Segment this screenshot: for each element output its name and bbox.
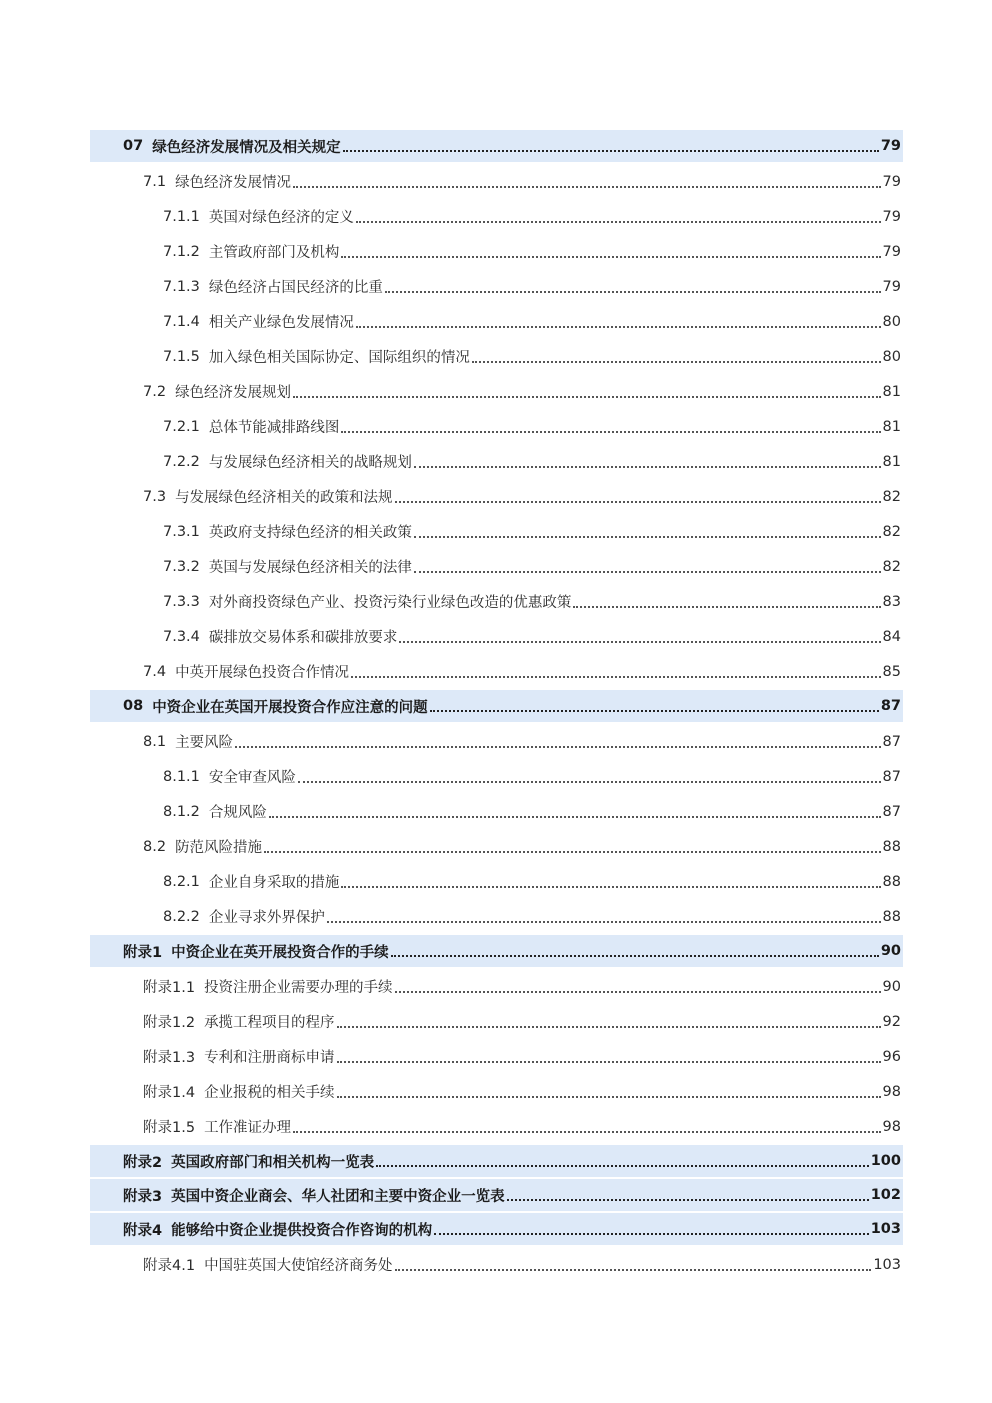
toc-dot-leader <box>395 501 881 503</box>
toc-entry-number: 附录4 <box>123 1222 163 1239</box>
toc-entry-title: 与发展绿色经济相关的政策和法规 <box>175 490 393 506</box>
toc-page-number: 98 <box>882 1118 901 1135</box>
toc-dot-leader <box>341 886 880 888</box>
toc-page-number: 100 <box>870 1153 901 1169</box>
toc-entry-row[interactable] <box>90 619 903 654</box>
toc-entry-row[interactable] <box>90 1004 903 1039</box>
toc-entry-number: 7.3.4 <box>163 628 200 645</box>
toc-entry-number: 7.1 <box>143 173 167 190</box>
toc-entry-title: 英国政府部门和相关机构一览表 <box>171 1154 375 1171</box>
toc-page-number: 82 <box>882 523 901 540</box>
toc-dot-leader <box>356 221 881 223</box>
toc-dot-leader <box>472 361 881 363</box>
toc-entry-number: 7.2 <box>143 383 167 400</box>
toc-entry-title: 承揽工程项目的程序 <box>204 1015 335 1031</box>
toc-entry-row[interactable] <box>90 654 903 689</box>
toc-entry-number: 7.2.2 <box>163 453 200 470</box>
toc-page-number: 103 <box>870 1221 901 1237</box>
toc-entry-number: 8.2.2 <box>163 908 200 925</box>
toc-entry-title: 总体节能减排路线图 <box>208 420 340 436</box>
toc-dot-leader <box>385 291 881 293</box>
toc-dot-leader <box>264 851 880 853</box>
toc-page-number: 90 <box>880 943 901 959</box>
toc-entry-title: 绿色经济发展规划 <box>175 385 292 401</box>
toc-chapter-row[interactable] <box>90 690 903 722</box>
toc-page-number: 92 <box>882 1013 901 1030</box>
toc-dot-leader <box>337 1096 881 1098</box>
toc-dot-leader <box>434 1233 869 1235</box>
toc-entry-title: 英国对绿色经济的定义 <box>208 210 354 226</box>
toc-entry-title: 主管政府部门及机构 <box>208 245 340 261</box>
toc-entry-number: 7.1.3 <box>163 278 200 295</box>
toc-entry-row[interactable] <box>90 584 903 619</box>
toc-entry-row[interactable] <box>90 759 903 794</box>
toc-page-number: 79 <box>882 208 901 225</box>
toc-entry-title: 专利和注册商标申请 <box>204 1050 335 1066</box>
toc-entry-number: 7.1.1 <box>163 208 200 225</box>
toc-page-number: 80 <box>882 348 901 365</box>
toc-chapter-row[interactable] <box>90 1145 903 1177</box>
toc-dot-leader <box>414 571 881 573</box>
toc-dot-leader <box>293 1131 880 1133</box>
toc-page-number: 81 <box>882 418 901 435</box>
toc-entry-title: 中英开展绿色投资合作情况 <box>175 665 350 681</box>
toc-entry-number: 附录1 <box>123 944 163 961</box>
toc-dot-leader <box>337 1061 881 1063</box>
toc-entry-row[interactable] <box>90 444 903 479</box>
toc-chapter-row[interactable] <box>90 1179 903 1211</box>
toc-entry-title: 企业寻求外界保护 <box>208 910 325 926</box>
toc-entry-number: 8.2.1 <box>163 873 200 890</box>
toc-page-number: 79 <box>880 138 901 154</box>
toc-dot-leader <box>399 641 880 643</box>
toc-entry-row[interactable] <box>90 1039 903 1074</box>
toc-dot-leader <box>351 676 880 678</box>
toc-page-number: 87 <box>882 733 901 750</box>
toc-entry-row[interactable] <box>90 234 903 269</box>
toc-dot-leader <box>341 256 880 258</box>
toc-entry-number: 附录1.4 <box>143 1085 196 1101</box>
toc-entry-row[interactable] <box>90 514 903 549</box>
toc-page-number: 79 <box>882 278 901 295</box>
toc-entry-number: 8.2 <box>143 838 167 855</box>
toc-entry-number: 8.1.1 <box>163 768 200 785</box>
toc-entry-row[interactable] <box>90 829 903 864</box>
toc-entry-title: 与发展绿色经济相关的战略规划 <box>208 455 412 471</box>
toc-entry-row[interactable] <box>90 969 903 1004</box>
toc-entry-title: 投资注册企业需要办理的手续 <box>204 980 393 996</box>
toc-page-number: 79 <box>882 243 901 260</box>
toc-page-number: 88 <box>882 873 901 890</box>
toc-entry-number: 7.1.2 <box>163 243 200 260</box>
toc-entry-number: 08 <box>123 698 144 714</box>
toc-entry-title: 相关产业绿色发展情况 <box>208 315 354 331</box>
toc-dot-leader <box>343 150 879 152</box>
toc-page-number: 88 <box>882 908 901 925</box>
toc-entry-title: 合规风险 <box>208 805 267 821</box>
table-of-contents <box>90 129 903 1282</box>
toc-page-number: 87 <box>880 698 901 714</box>
toc-entry-title: 主要风险 <box>175 735 234 751</box>
toc-entry-title: 英国与发展绿色经济相关的法律 <box>208 560 412 576</box>
toc-entry-number: 附录1.3 <box>143 1050 196 1066</box>
toc-entry-row[interactable] <box>90 899 903 934</box>
toc-entry-row[interactable] <box>90 864 903 899</box>
toc-entry-row[interactable] <box>90 269 903 304</box>
toc-entry-row[interactable] <box>90 409 903 444</box>
toc-page-number: 82 <box>882 488 901 505</box>
toc-page-number: 90 <box>882 978 901 995</box>
toc-entry-title: 绿色经济发展情况 <box>175 175 292 191</box>
toc-entry-title: 安全审查风险 <box>208 770 296 786</box>
toc-entry-title: 绿色经济占国民经济的比重 <box>208 280 383 296</box>
toc-entry-number: 7.1.5 <box>163 348 200 365</box>
toc-dot-leader <box>573 606 880 608</box>
toc-entry-title: 碳排放交易体系和碳排放要求 <box>208 630 398 646</box>
toc-page-number: 96 <box>882 1048 901 1065</box>
toc-entry-title: 英政府支持绿色经济的相关政策 <box>208 525 412 541</box>
toc-entry-row[interactable] <box>90 1109 903 1144</box>
toc-dot-leader <box>391 955 879 957</box>
toc-entry-title: 中资企业在英国开展投资合作应注意的问题 <box>152 699 428 716</box>
toc-entry-number: 7.4 <box>143 663 167 680</box>
toc-entry-title: 英国中资企业商会、华人社团和主要中资企业一览表 <box>171 1188 505 1205</box>
toc-entry-title: 绿色经济发展情况及相关规定 <box>152 139 341 156</box>
toc-page-number: 81 <box>882 453 901 470</box>
toc-dot-leader <box>298 781 881 783</box>
toc-entry-row[interactable] <box>90 199 903 234</box>
toc-entry-title: 企业报税的相关手续 <box>204 1085 335 1101</box>
toc-entry-number: 附录3 <box>123 1188 163 1205</box>
toc-entry-row[interactable] <box>90 374 903 409</box>
toc-page-number: 103 <box>873 1256 901 1273</box>
toc-page-number: 82 <box>882 558 901 575</box>
toc-entry-number: 8.1.2 <box>163 803 200 820</box>
toc-dot-leader <box>327 921 881 923</box>
toc-entry-row[interactable] <box>90 724 903 759</box>
toc-entry-number: 附录1.2 <box>143 1015 196 1031</box>
toc-page-number: 80 <box>882 313 901 330</box>
toc-entry-title: 工作准证办理 <box>204 1120 292 1136</box>
toc-entry-number: 7.3.2 <box>163 558 200 575</box>
toc-entry-row[interactable] <box>90 339 903 374</box>
toc-dot-leader <box>395 1269 872 1271</box>
toc-entry-title: 加入绿色相关国际协定、国际组织的情况 <box>208 350 470 366</box>
toc-chapter-row[interactable] <box>90 130 903 162</box>
toc-entry-title: 防范风险措施 <box>175 840 263 856</box>
toc-entry-number: 7.3.3 <box>163 593 200 610</box>
toc-entry-title: 中资企业在英开展投资合作的手续 <box>171 944 389 961</box>
toc-page-number: 84 <box>882 628 901 645</box>
toc-entry-number: 8.1 <box>143 733 167 750</box>
toc-entry-title: 中国驻英国大使馆经济商务处 <box>204 1258 393 1274</box>
toc-entry-number: 7.3 <box>143 488 167 505</box>
toc-entry-number: 7.1.4 <box>163 313 200 330</box>
toc-dot-leader <box>356 326 881 328</box>
toc-dot-leader <box>507 1199 869 1201</box>
toc-entry-row[interactable] <box>90 549 903 584</box>
toc-entry-number: 附录4.1 <box>143 1258 196 1274</box>
toc-entry-row[interactable] <box>90 304 903 339</box>
toc-entry-number: 附录1.1 <box>143 980 196 996</box>
toc-entry-row[interactable] <box>90 1247 903 1282</box>
toc-page-number: 98 <box>882 1083 901 1100</box>
toc-entry-title: 能够给中资企业提供投资合作咨询的机构 <box>171 1222 433 1239</box>
toc-entry-row[interactable] <box>90 164 903 199</box>
toc-page-number: 85 <box>882 663 901 680</box>
toc-page-number: 81 <box>882 383 901 400</box>
toc-dot-leader <box>293 396 880 398</box>
toc-page-number: 83 <box>882 593 901 610</box>
toc-entry-row[interactable] <box>90 794 903 829</box>
toc-dot-leader <box>414 466 881 468</box>
toc-entry-title: 企业自身采取的措施 <box>208 875 340 891</box>
toc-page-number: 87 <box>882 768 901 785</box>
toc-entry-number: 7.3.1 <box>163 523 200 540</box>
toc-page-number: 79 <box>882 173 901 190</box>
toc-dot-leader <box>235 746 880 748</box>
toc-entry-number: 7.2.1 <box>163 418 200 435</box>
toc-entry-row[interactable] <box>90 479 903 514</box>
toc-entry-number: 07 <box>123 138 144 154</box>
toc-dot-leader <box>269 816 881 818</box>
toc-page-number: 87 <box>882 803 901 820</box>
toc-dot-leader <box>293 186 880 188</box>
toc-dot-leader <box>376 1165 869 1167</box>
toc-dot-leader <box>395 991 881 993</box>
toc-entry-number: 附录2 <box>123 1154 163 1171</box>
toc-page-number: 102 <box>870 1187 901 1203</box>
toc-entry-number: 附录1.5 <box>143 1120 196 1136</box>
toc-chapter-row[interactable] <box>90 1213 903 1245</box>
toc-dot-leader <box>341 431 880 433</box>
toc-dot-leader <box>430 710 879 712</box>
toc-entry-row[interactable] <box>90 1074 903 1109</box>
toc-chapter-row[interactable] <box>90 935 903 967</box>
toc-dot-leader <box>337 1026 881 1028</box>
toc-page-number: 88 <box>882 838 901 855</box>
toc-dot-leader <box>414 536 881 538</box>
toc-entry-title: 对外商投资绿色产业、投资污染行业绿色改造的优惠政策 <box>208 595 572 611</box>
